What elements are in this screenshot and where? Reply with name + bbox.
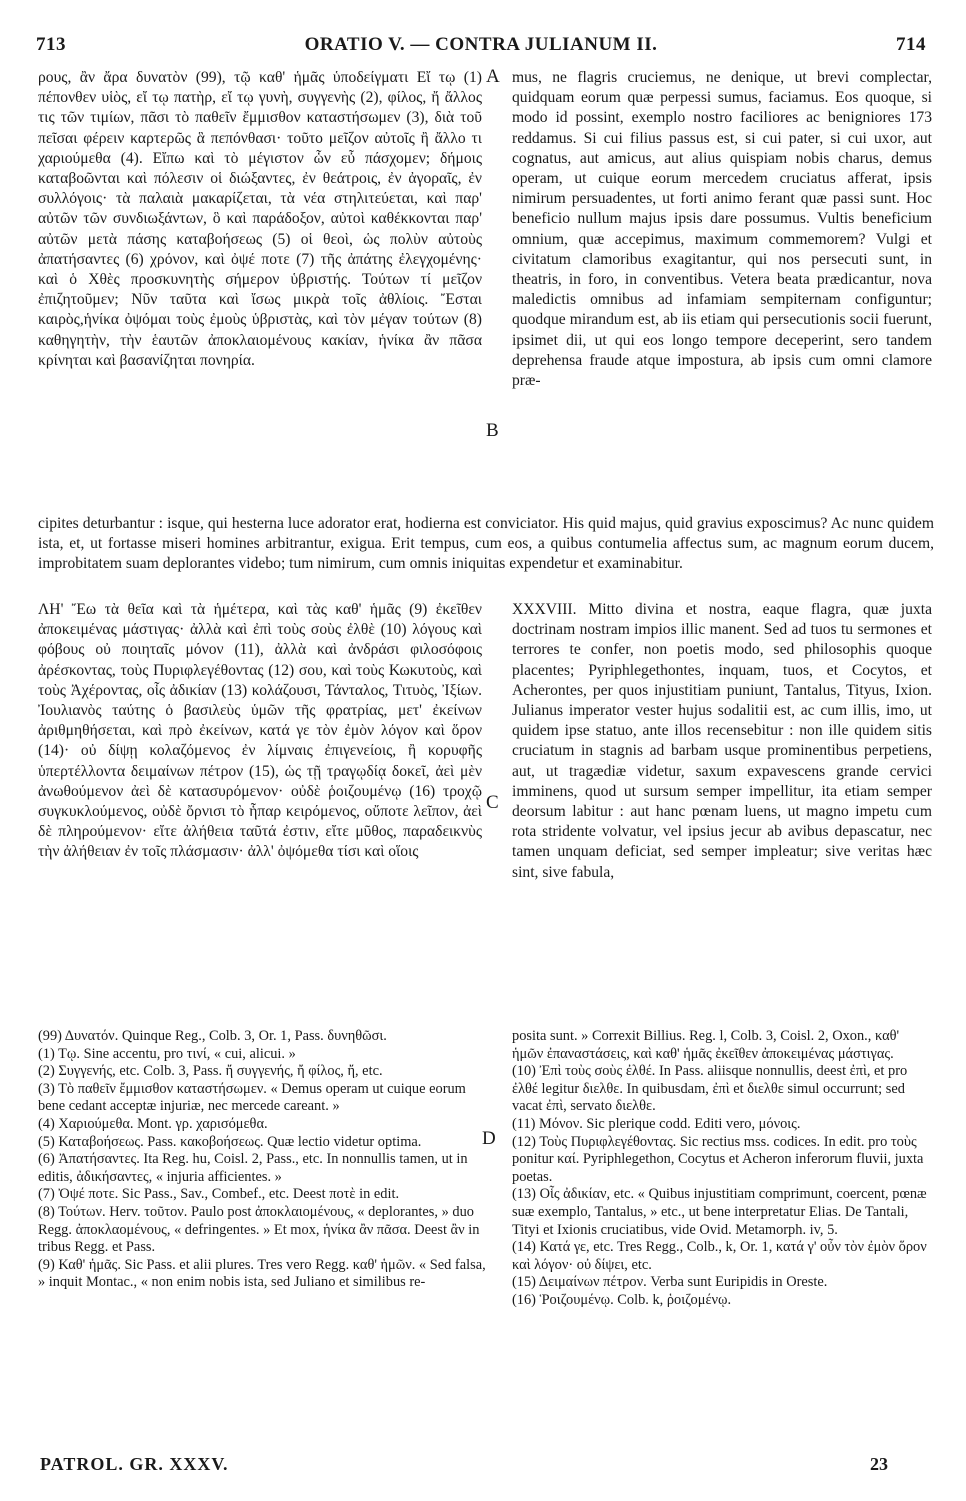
margin-letter-d: D	[482, 1128, 496, 1149]
right-page-number: 714	[896, 34, 926, 55]
footnote: (8) Τούτων. Herv. τοῦτον. Paulo post ἀποκλαιομένους, « deplorantes, » duo Regg. ἀποκλαομένους, « defringentes. » Et mox, ἡνίκα ἂν πᾶσα. Deest ἂν in tribus Regg. et Pass.	[38, 1203, 480, 1256]
left-page-number: 713	[36, 34, 66, 55]
footnote: (13) Οἷς ἀδικίαν, etc. « Quibus injustitiam comprimunt, coercent, pœnæ suæ exemplo, Tantalus, » etc., ut bene interpretatur Elias. De Tantali, Tityi et Ixionis cruciatibus, vide Ovid. Metamorph. iv, 5.	[512, 1186, 927, 1238]
footnote: (99) Δυνατόν. Quinque Reg., Colb. 3, Or. 1, Pass. δυνηθῶσι.	[38, 1028, 387, 1044]
latin-column-1	[512, 68, 932, 391]
margin-letter-c: C	[486, 792, 499, 813]
greek-text-2: ΛΗ' Ἔω τὰ θεῖα καὶ τὰ ἡμέτερα, καὶ τὰς καθ' ἡμᾶς (9) ἐκεῖθεν ἀποκειμένας μάστιγας· ἀλλὰ καὶ ἐπὶ τοὺς σοὺς ἐλθὲ (10) λόγους καὶ φόβους οὐ ποιηταῖς μόνον (11), ἀλλὰ καὶ ἀνδράσι φιλοσόφοις ἀρέσκοντας, τοὺς Πυριφλεγέθοντας (12) σου, καὶ τοὺς Κωκυτοὺς, καὶ τοὺς Ἀχέροντας, οἷς ἀδικίαν (13) κολάζουσι, Τάνταλος, Τιτυὸς, Ἰξίων. Ἰουλιανὸς ταύτης ὁ βασιλεὺς ὑμῶν τῆς φρατρίας, μετ' ἐκείνων ἀριθμηθήσεται, καὶ πρὸ ἐκείνων, κατά γε τὸν ἐμὸν λόγον καὶ ὅρον (14)· οὐ δίψῃ κολαζόμενος ἐν λίμναις ἐπιγενείοις, ἢ κορυφῆς ὑπερτέλλοντα δειμαίνων πέτρον (15), ὡς τῇ τραγῳδίᾳ δοκεῖ, ἀεὶ μὲν ἀνωθούμενον ἀεὶ δὲ κατασυρόμενον· οὐδὲ ῥοιζουμένῳ (16) τροχῷ συγκυκλούμενος, οὐδὲ ὄρνισι τὸ ἧπαρ κειρόμενος, οὔποτε λεῖπον, ἀεὶ δὲ πληρούμενον· εἴτε ἀλήθεια ταῦτά ἐστιν, εἴτε μῦθος, παραδεικνὺς τὴν ἀλήθειαν ἐν τοῖς πλάσμασιν· ἀλλ' ὀψόμεθα τίσι καὶ οἵοις	[38, 601, 482, 861]
footer-volume: PATROL. GR. XXXV.	[40, 1454, 229, 1474]
footnote: posita sunt. » Correxit Billius. Reg. l, Colb. 3, Coisl. 2, Oxon., καθ' ἡμῶν ἐπαναστάσεις, καὶ καθ' ἡμᾶς ἐκεῖθεν ἀποκειμένας μάστιγας.	[512, 1028, 900, 1062]
footnote: (6) Ἀπατήσαντες. Ita Reg. hu, Coisl. 2, Pass., etc. In nonnullis tamen, ut in editis, ἀδικήσαντες, « injuria afficientes. »	[38, 1151, 468, 1185]
footnote: (5) Καταβοήσεως. Pass. κακοβοήσεως. Quæ lectio videtur optima.	[38, 1133, 422, 1150]
footnote: (10) Ἐπὶ τοὺς σοὺς ἐλθέ. In Pass. aliisque nonnullis, deest ἐπὶ, et pro ἐλθέ legitur διελθε. In quibusdam, ἐπὶ et διελθε simul occurrunt; sed vacat ἐπὶ, servato διελθε.	[512, 1063, 908, 1115]
footnote: (3) Τὸ παθεῖν ἔμμισθον καταστήσωμεν. « Demus operam ut cuique eorum bene cedant acceptæ injuriæ, nec mercede careant. »	[38, 1080, 466, 1115]
footnote: (15) Δειμαίνων πέτρον. Verba sunt Euripidis in Oreste.	[512, 1274, 828, 1291]
footnote: (16) Ῥοιζουμένῳ. Colb. k, ῥοιζομένῳ.	[512, 1291, 732, 1308]
margin-letter-a: A	[486, 66, 500, 87]
running-header	[36, 34, 926, 60]
latin-column-2	[512, 600, 932, 883]
footnote: (14) Κατά γε, etc. Tres Regg., Colb., k, Or. 1, κατά γ' οὖν τὸν ἐμὸν ὅρον καὶ λόγον· οὐ δίψει, etc.	[512, 1239, 927, 1273]
running-title: ORATIO V. — CONTRA JULIANUM II.	[304, 34, 658, 55]
footnote: (7) Ὀψέ ποτε. Sic Pass., Sav., Combef., etc. Deest ποτὲ in edit.	[38, 1186, 400, 1203]
footnote: (4) Χαριούμεθα. Mont. γρ. χαρισόμεθα.	[38, 1115, 268, 1132]
footer-signature: 23	[870, 1454, 888, 1474]
footnote: (11) Μόνον. Sic plerique codd. Editi vero, μόνοις.	[512, 1115, 801, 1132]
footnote: (1) Τῳ. Sine accentu, pro τινί, « cui, alicui. »	[38, 1045, 296, 1062]
footnote: (12) Τοὺς Πυριφλεγέθοντας. Sic rectius mss. codices. In edit. pro τοὺς ponitur καί. Pyriphlegethon, Cocytus et Acheron inferorum fluvii, juxta poetas.	[512, 1133, 924, 1185]
full-width-paragraph: cipites deturbantur : isque, qui hesterna luce adorator erat, hodierna est conviciator. His quid majus, quid gravius exposcimus? Ac nunc quidem ista, et, ut fortasse miseri homines arbitrantur, exigua. Erit tempus, cum eos, a quibus contumelia affectus sum, ac magnum eorum ducem, improbitatem suam deplorantes videbo; tum nimirum, cum omnis iniquitas expendetur et examinabitur.	[38, 515, 934, 573]
greek-column-1	[38, 68, 482, 371]
greek-text-1: ρους, ἂν ἄρα δυνατὸν (99), τῷ καθ' ἡμᾶς ὑποδείγματι Εἴ τῳ (1) πέπονθεν υἱὸς, εἴ τῳ πατὴρ, εἴ τῳ γυνὴ, συγγενὴς (2), φίλος, ἤ ἄλλος τις τῶν τιμίων, πᾶσι τὸ παθεῖν ἔμμισθον καταστήσωμεν (3), διὰ τοῦ πεῖσαι φέρειν καρτερῶς ἃ πεπόνθασι· τοῦτο μεῖζον αὐτοῖς ἢ ἄλλο τι χαριούμεθα (4). Εἴπω καὶ τὸ μέγιστον ὧν εὖ πάσχομεν; δήμοις καταβοῶνται καὶ πόλεσιν οἱ διώξαντες, ἐν θεάτροις, ἐν ἀγοραῖς, ἐν συλλόγοις· τὰ παλαιὰ μακαρίζεται, τὰ νέα στηλιτεύεται, καὶ παρ' αὐτῶν τῶν συνδιωξάντων, ὃ καὶ παράδοξον, αὐτοὶ καθέκκονται παρ' αὐτῶν μετὰ πάσης καταβοήσεως (5) οἱ θεοὶ, ὡς πολὺν αὐτοὺς ἀπατήσαντες (6) χρόνον, καὶ ὀψέ ποτε (7) τῆς ἀπάτης ἐλεγχομένης· καὶ ὁ Χθὲς προσκυνητὴς σήμερον ὑβριστής. Τούτων τί μεῖζον ἐπιζητοῦμεν; Νῦν ταῦτα καὶ ἴσως μικρὰ τοῖς ἀθλίοις. Ἔσται καιρὸς,ἡνίκα ὀψόμαι τοὺς ἐμοὺς ὑβριστὰς, καὶ τὸν μέγαν τούτων (8) καθηγητὴν, τὴν ἑαυτῶν ἀποκλαιομένους κακίαν, ἡνίκα ἂν πᾶσα κρίνηται καὶ βασανίζηται πονηρία.	[38, 69, 482, 369]
footnotes-left	[38, 1028, 486, 1292]
footnote: (2) Συγγενής, etc. Colb. 3, Pass. ἤ συγγενής, ἤ φίλος, ἤ, etc.	[38, 1063, 383, 1080]
greek-column-2	[38, 600, 482, 863]
margin-letter-b: B	[486, 420, 499, 441]
latin-text-2: XXXVIII. Mitto divina et nostra, eaque flagra, quæ juxta doctrinam nostram impios illic manent. Sed ad tuos tu sermones et terrores te confer, non poetis modo, sed philosophis quoque placentes; Pyriphlegethontes, inquam, tuos, et Cocytos, et Acherontes, per quos injustitiam puniunt, Tantalus, Tityus, Ixion. Julianus imperator vester hujus sodalitii est, ac cum illis, imo, ut quidem ipse statuo, ante illos recensebitur : non ille quidem sitis cruciatum in stagnis ad barbam usque prominentibus perpetiens, aut, ut tragædiæ videtur, saxum expavescens grande cervici imminens, quod ut sursum semper impellitur, ita etiam semper deorsum labitur : aut hanc pœnam luens, ut magno impetu cum rota stridente volvatur, vel ipsius jecur ab avibus depascatur, nec tamen unquam deficiat, sed semper impleatur; sive veritas hæc sint, sive fabula,	[512, 601, 932, 881]
footnote: (9) Καθ' ἡμᾶς. Sic Pass. et alii plures. Tres vero Regg. καθ' ἡμῶν. « Sed falsa, » inquit Montac., « non enim nobis ista, sed Juliano et similibus re-	[38, 1256, 486, 1291]
latin-text-1: mus, ne flagris cruciemus, ne denique, ut brevi complectar, quidquam eorum quæ perpessi sumus, faciamus. Eos quoque, si modo id possint, exemplo nostro faciliores ac benigniores 173 reddamus. Si cui filius passus est, si cui pater, si cui uxor, aut cognatus, aut amicus, aut alius quispiam nobis charus, demus operam, ut cuique eorum mercedem cruciatus afferat, ipsis nimirum persuadentes, ut forti animo ferant quæ passi sunt. Hoc beneficio nullum majus ipsis dare possumus. Vultis beneficium omnium, quæ accepimus, maximum commemorem? Vulgi et civitatum clamoribus exagitantur, qui nos persecuti sunt, in theatris, in foro, in conventibus. Vetera beata prædicantur, nova maledictis omnibus ad infamiam sempiternam configuntur; quodque mirandum est, ab iis etiam qui persecutionis socii fuerunt, ipsimet dii, ut qui eos longo tempore deceperint, sero tandem deprehensa fraude atque impostura, ab ipsis cum omni clamore præ-	[512, 69, 932, 390]
full-width-text	[38, 514, 934, 575]
footnotes-right	[512, 1028, 932, 1310]
